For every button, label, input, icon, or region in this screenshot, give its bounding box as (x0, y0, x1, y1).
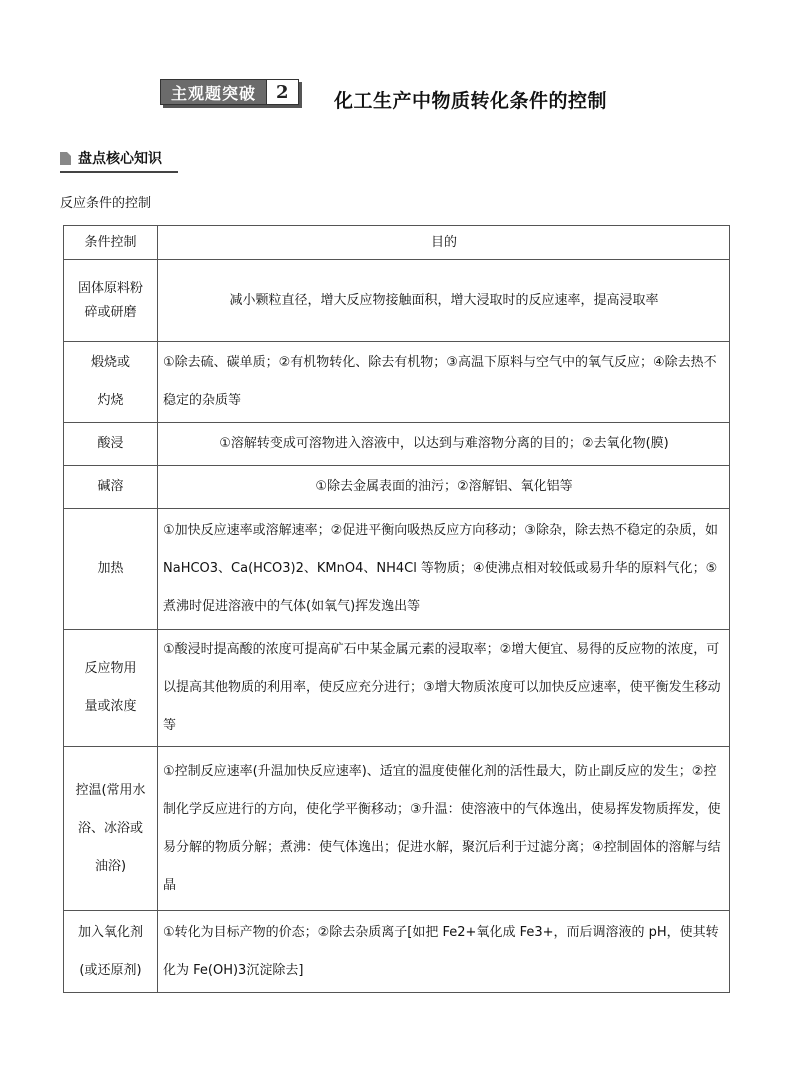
table-header-row (64, 226, 730, 260)
purpose-cell: 减小颗粒直径，增大反应物接触面积，增大浸取时的反应速率，提高浸取率 (158, 260, 730, 342)
purpose-cell: ①除去硫、碳单质；②有机物转化、除去有机物；③高温下原料与空气中的氧气反应；④除去热不稳定的杂质等 (158, 342, 730, 423)
table-row (64, 342, 730, 423)
table-row (64, 509, 730, 630)
condition-cell (64, 260, 158, 342)
purpose-cell: ①酸浸时提高酸的浓度可提高矿石中某金属元素的浸取率；②增大便宜、易得的反应物的浓度，可以提高其他物质的利用率，使反应充分进行；③增大物质浓度可以加快反应速率，使平衡发生移动等 (158, 630, 730, 747)
table-row (64, 260, 730, 342)
condition-text: 加入氧化剂(或还原剂) (77, 924, 143, 978)
condition-cell (64, 911, 158, 993)
condition-cell (64, 747, 158, 911)
table-row (64, 747, 730, 911)
condition-cell: 碱溶 (64, 466, 158, 509)
table-row (64, 423, 730, 466)
purpose-cell: ①除去金属表面的油污；②溶解铝、氧化铝等 (158, 466, 730, 509)
condition-text: 控温(常用水浴、冰浴或油浴) (75, 782, 146, 874)
purpose-cell: ①加快反应速率或溶解速率；②促进平衡向吸热反应方向移动；③除杂，除去热不稳定的杂质，如 NaHCO3、Ca(HCO3)2、KMnO4、NH4Cl 等物质；④使沸点相对较低或易升华的原料气化；⑤煮沸时促进溶液中的气体(如氧气)挥发逸出等 (158, 509, 730, 630)
header-condition: 条件控制 (64, 226, 158, 260)
purpose-cell: ①溶解转变成可溶物进入溶液中，以达到与难溶物分离的目的；②去氧化物(膜) (158, 423, 730, 466)
condition-text: 反应物用量或浓度 (84, 661, 137, 714)
section-heading (60, 148, 178, 173)
table-row (64, 466, 730, 509)
badge-number: 2 (266, 80, 298, 104)
header-purpose: 目的 (158, 226, 730, 260)
condition-text: 煅烧或灼烧 (90, 355, 130, 408)
table-row (64, 630, 730, 747)
condition-cell: 酸浸 (64, 423, 158, 466)
conditions-table (63, 225, 730, 993)
condition-cell: 加热 (64, 509, 158, 630)
purpose-cell: ①转化为目标产物的价态；②除去杂质离子[如把 Fe2+氧化成 Fe3+，而后调溶液的 pH，使其转化为 Fe(OH)3沉淀除去] (158, 911, 730, 993)
condition-cell (64, 342, 158, 423)
condition-cell (64, 630, 158, 747)
badge-label: 主观题突破 (161, 80, 266, 104)
purpose-cell: ①控制反应速率(升温加快反应速率)、适宜的温度使催化剂的活性最大，防止副反应的发生；②控制化学反应进行的方向，使化学平衡移动；③升温：使溶液中的气体逸出，使易挥发物质挥发，使易分解的物质分解；煮沸：使气体逸出；促进水解，聚沉后利于过滤分离；④控制固体的溶解与结晶 (158, 747, 730, 911)
topic-badge (160, 79, 299, 105)
subheading: 反应条件的控制 (60, 196, 152, 211)
condition-text: 固体原料粉碎或研磨 (77, 280, 143, 320)
document-icon (60, 152, 71, 165)
page-title: 化工生产中物质转化条件的控制 (334, 90, 608, 112)
table-row (64, 911, 730, 993)
section-heading-text: 盘点核心知识 (78, 151, 162, 167)
